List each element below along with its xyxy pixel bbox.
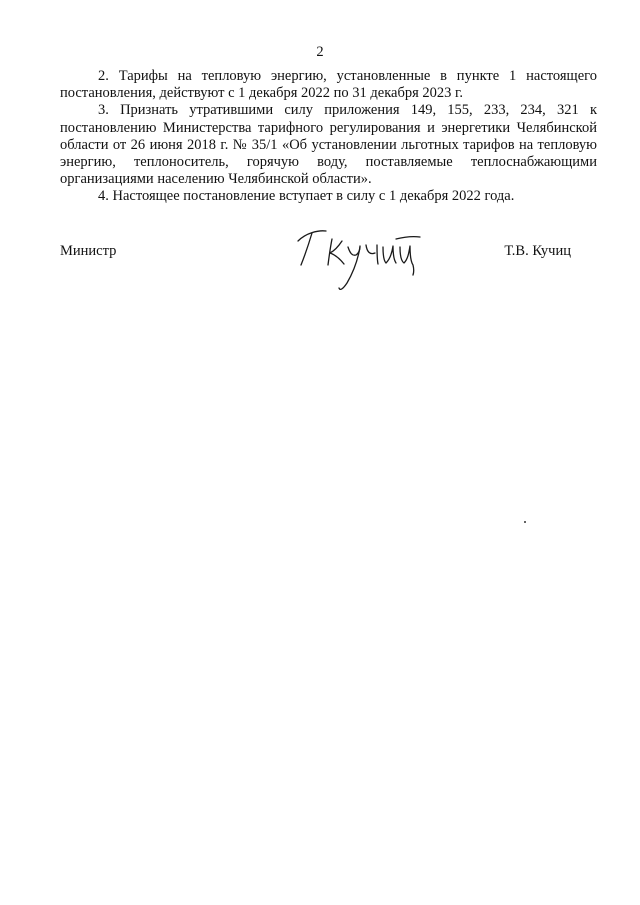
paragraph-2: 2. Тарифы на тепловую энергию, установленные в пункте 1 настоящего постановления, действуют с 1 декабря 2022 по 31 декабря 2023 г. bbox=[60, 68, 597, 102]
page-number: 2 bbox=[316, 44, 324, 60]
handwritten-signature bbox=[292, 225, 422, 293]
paragraph-3: 3. Признать утратившими силу приложения 149, 155, 233, 234, 321 к постановлению Министерства тарифного регулирования и энергетики Челябинской области от 26 июня 2018 г. № 35/1 «Об установлении льготных тарифов на тепловую энергию, теплоноситель, горячую воду, поставляемые теплоснабжающими организациями населению Челябинской области». bbox=[60, 102, 597, 188]
signature-block bbox=[60, 225, 597, 295]
document-body bbox=[60, 68, 597, 206]
signer-name: Т.В. Кучиц bbox=[504, 243, 571, 259]
scan-speck bbox=[524, 521, 526, 523]
signer-title: Министр bbox=[60, 243, 117, 259]
paragraph-4: 4. Настоящее постановление вступает в силу с 1 декабря 2022 года. bbox=[98, 188, 515, 205]
